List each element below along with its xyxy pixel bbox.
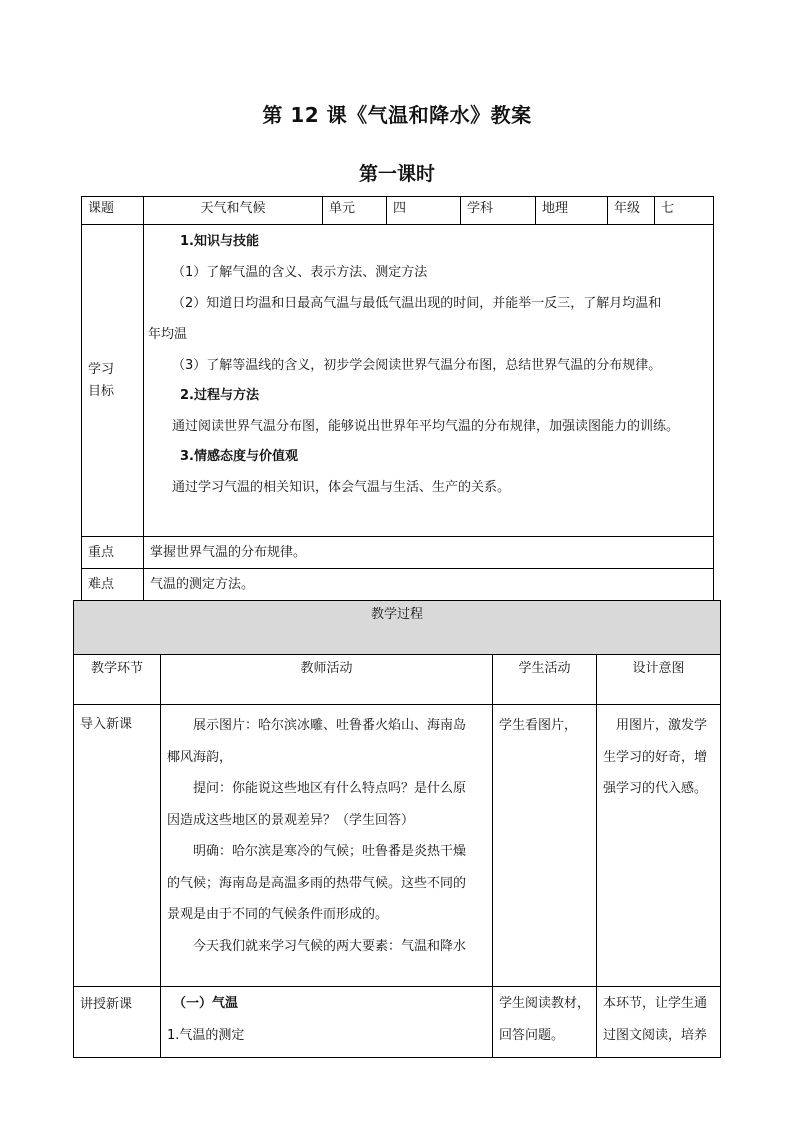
focus-row bbox=[82, 537, 714, 569]
process-header-row bbox=[74, 601, 721, 655]
process-row-intro bbox=[74, 705, 721, 987]
document-title: 第 12 课《气温和降水》教案 bbox=[262, 103, 532, 127]
subject-value: 地理 bbox=[536, 197, 608, 225]
grade-value: 七 bbox=[655, 197, 714, 225]
col-intent: 设计意图 bbox=[597, 655, 721, 705]
goals-heading-attitude: 3.情感态度与价值观 bbox=[180, 449, 298, 464]
col-student: 学生活动 bbox=[493, 655, 597, 705]
unit-value: 四 bbox=[387, 197, 461, 225]
teacher-new: （一）气温 1.气温的测定 bbox=[161, 987, 493, 1058]
student-intro: 学生看图片， bbox=[493, 705, 597, 987]
difficulty-text: 气温的测定方法。 bbox=[144, 569, 714, 601]
process-columns-row bbox=[74, 655, 721, 705]
info-row bbox=[82, 197, 714, 225]
focus-text: 掌握世界气温的分布规律。 bbox=[144, 537, 714, 569]
goals-row bbox=[82, 225, 714, 537]
col-teacher: 教师活动 bbox=[161, 655, 493, 705]
teaching-process-table bbox=[73, 600, 721, 1058]
goals-heading-process: 2.过程与方法 bbox=[180, 388, 259, 403]
lesson-info-table bbox=[81, 196, 714, 601]
subject-label: 学科 bbox=[461, 197, 536, 225]
intent-new: 本环节，让学生通过图文阅读，培养 bbox=[597, 987, 721, 1058]
goals-item-3: （3）了解等温线的含义，初步学会阅读世界气温分布图，总结世界气温的分布规律。 bbox=[172, 358, 662, 373]
lesson-subtitle: 第一课时 bbox=[358, 163, 435, 185]
student-new: 学生阅读教材，回答问题。 bbox=[493, 987, 597, 1058]
grade-label: 年级 bbox=[608, 197, 655, 225]
goals-item-1: （1）了解气温的含义、表示方法、测定方法 bbox=[172, 265, 428, 280]
stage-intro: 导入新课 bbox=[74, 705, 161, 987]
unit-label: 单元 bbox=[323, 197, 387, 225]
goals-item-4: 通过阅读世界气温分布图，能够说出世界年平均气温的分布规律，加强读图能力的训练。 bbox=[172, 419, 680, 434]
goals-item-2-cont: 年均温 bbox=[148, 327, 188, 342]
goals-item-2: （2）知道日均温和日最高气温与最低气温出现的时间，并能举一反三，了解月均温和 bbox=[172, 296, 662, 311]
focus-label: 重点 bbox=[82, 537, 144, 569]
topic-value: 天气和气候 bbox=[144, 197, 323, 225]
difficulty-row bbox=[82, 569, 714, 601]
process-header: 教学过程 bbox=[74, 601, 721, 655]
process-row-new bbox=[74, 987, 721, 1058]
topic-label: 课题 bbox=[82, 197, 144, 225]
goals-content bbox=[144, 225, 714, 537]
col-stage: 教学环节 bbox=[74, 655, 161, 705]
goals-label: 学习 目标 bbox=[82, 225, 144, 537]
difficulty-label: 难点 bbox=[82, 569, 144, 601]
intent-intro: 用图片，激发学生学习的好奇，增强学习的代入感。 bbox=[597, 705, 721, 987]
teacher-intro: 展示图片：哈尔滨冰雕、吐鲁番火焰山、海南岛 椰风海韵， 提问：你能说这些地区有什么特点吗？是什么原 因造成这些地区的景观差异？（学生回答） 明确：哈尔滨是寒冷的气候；吐鲁番是炎热干燥 的气候；海南岛是高温多雨的热带气候。这些不同的 景观是由于不同的气候条件而形成的。 今天我们就来学习气候的两大要素：气温和降水 bbox=[161, 705, 493, 987]
goals-heading-knowledge: 1.知识与技能 bbox=[180, 234, 259, 249]
stage-new: 讲授新课 bbox=[74, 987, 161, 1058]
goals-item-5: 通过学习气温的相关知识，体会气温与生活、生产的关系。 bbox=[172, 480, 511, 495]
